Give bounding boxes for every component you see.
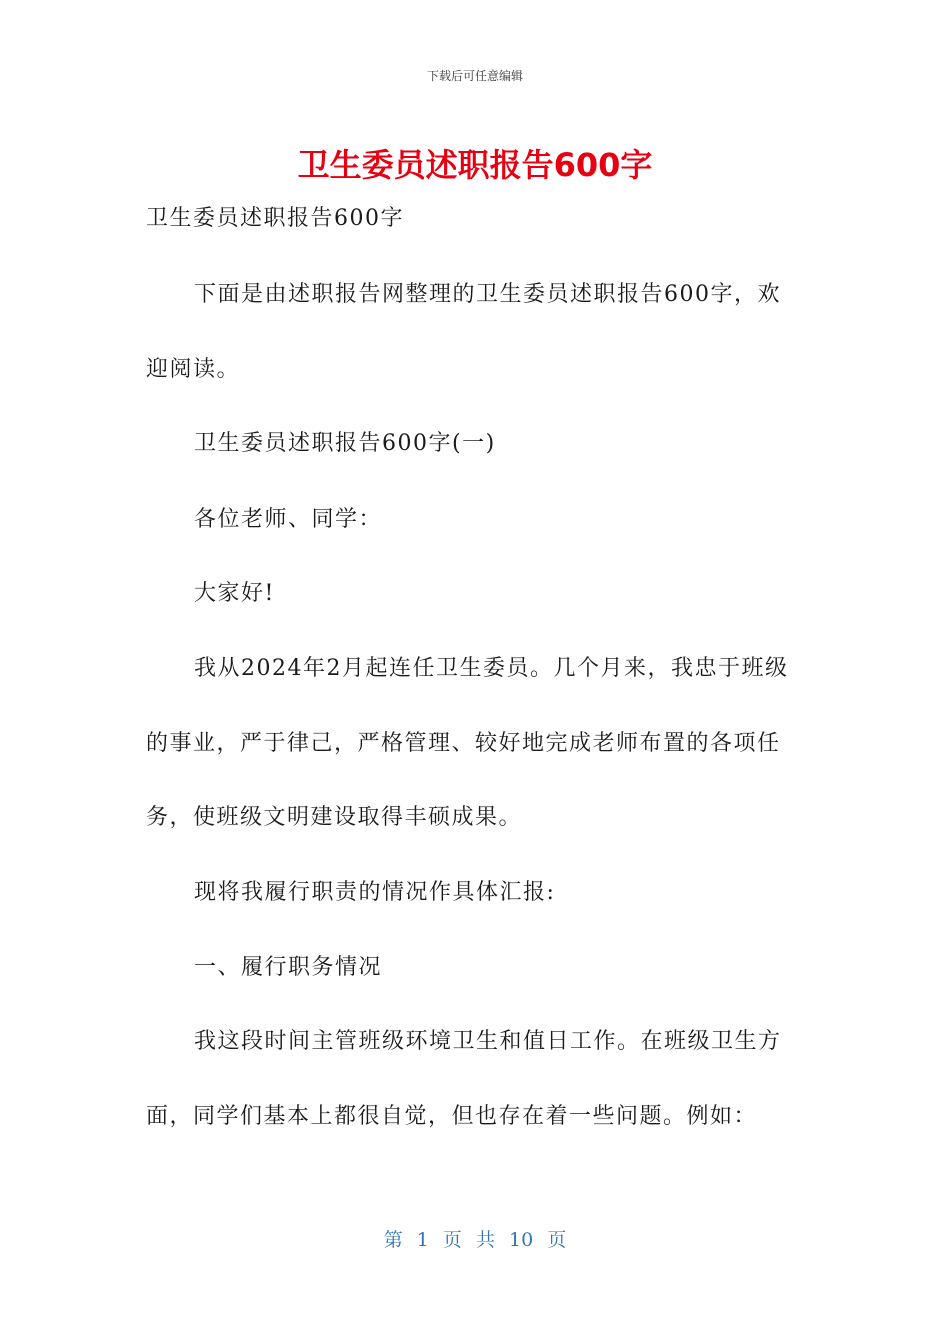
paragraph-line: 迎阅读。	[146, 357, 241, 382]
paragraph-line: 我这段时间主管班级环境卫生和值日工作。在班级卫生方	[194, 1029, 782, 1054]
header-note: 下载后可任意编辑	[426, 69, 523, 83]
document-title: 卫生委员述职报告600字	[297, 146, 653, 184]
paragraph-line: 面，同学们基本上都很自觉，但也存在着一些问题。例如：	[146, 1104, 758, 1129]
page-footer: 第 1 页 共 10 页	[383, 1229, 567, 1251]
paragraph-line: 下面是由述职报告网整理的卫生委员述职报告600字，欢	[194, 282, 781, 307]
paragraph-line: 的事业，严于律己，严格管理、较好地完成老师布置的各项任	[146, 731, 781, 756]
paragraph-line: 现将我履行职责的情况作具体汇报:	[194, 880, 556, 905]
paragraph-line: 务，使班级文明建设取得丰硕成果。	[146, 805, 523, 830]
paragraph-line: 我从2024年2月起连任卫生委员。几个月来，我忠于班级	[194, 656, 789, 681]
paragraph-line: 各位老师、同学：	[194, 507, 383, 532]
paragraph-line: 一、履行职务情况	[194, 955, 383, 980]
paragraph-line: 卫生委员述职报告600字	[146, 206, 404, 231]
paragraph-line: 卫生委员述职报告600字(一)	[194, 431, 496, 456]
paragraph-line: 大家好!	[194, 581, 275, 606]
